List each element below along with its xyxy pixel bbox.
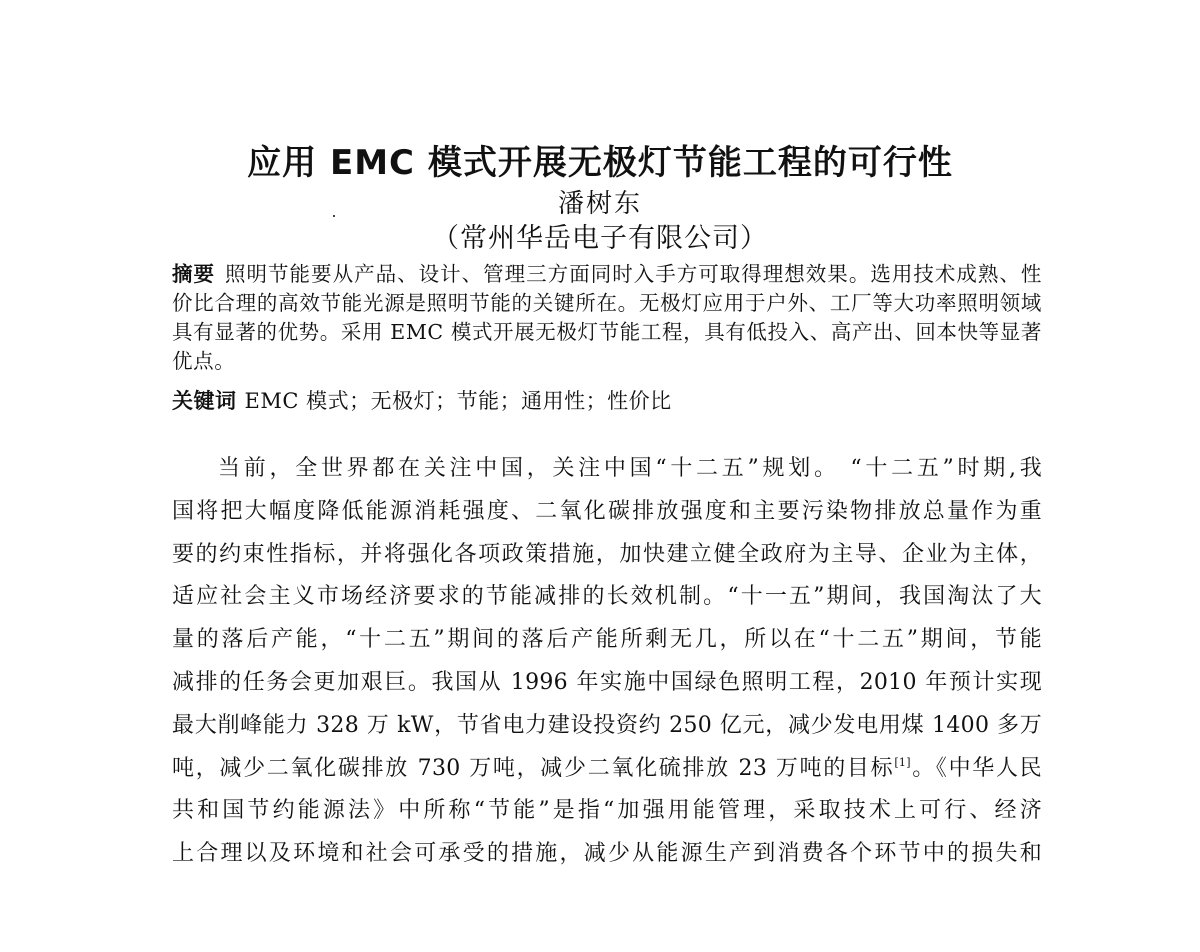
author-name: 潘树东 [557,189,642,219]
citation-reference[interactable]: [1] [894,755,911,769]
keywords-label: 关键词 [172,389,237,413]
body-line-tail: 。《中华人民 [910,755,1042,781]
body-line: 最大削峰能力 328 万 kW，节省电力建设投资约 250 亿元，减少发电用煤 1400 多万 [172,712,1042,738]
body-line-with-citation [172,748,1042,791]
body-paragraph [172,448,1042,876]
scan-speck [333,215,335,217]
body-line: 共和国节约能源法》中所称“节能”是指“加强用能管理，采取技术上可行、经济 [172,798,1042,824]
abstract-block [172,260,1042,376]
keywords-text: EMC 模式；无极灯；节能；通用性；性价比 [244,389,672,413]
author-affiliation: （常州华岳电子有限公司） [432,223,768,254]
paper-title: 应用 EMC 模式开展无极灯节能工程的可行性 [247,143,953,183]
body-line: 量的落后产能，“十二五”期间的落后产能所剩无几，所以在“十二五”期间，节能 [172,627,1042,653]
body-line: 上合理以及环境和社会可承受的措施，减少从能源生产到消费各个环节中的损失和 [172,841,1042,867]
keywords-block [172,386,1042,416]
body-line: 国将把大幅度降低能源消耗强度、二氧化碳排放强度和主要污染物排放总量作为重 [172,498,1042,524]
body-line: 减排的任务会更加艰巨。我国从 1996 年实施中国绿色照明工程，2010 年预计实现 [172,669,1042,695]
body-line: 要的约束性指标，并将强化各项政策措施，加快建立健全政府为主导、企业为主体， [172,541,1042,567]
abstract-text: 照明节能要从产品、设计、管理三方面同时入手方可取得理想效果。选用技术成熟、性价比合理的高效节能光源是照明节能的关键所在。无极灯应用于户外、工厂等大功率照明领域具有显著的优势。采用 EMC 模式开展无极灯节能工程，具有低投入、高产出、回本快等显著优点。 [172,262,1042,373]
body-line: 适应社会主义市场经济要求的节能减排的长效机制。“十一五”期间，我国淘汰了大 [172,584,1042,610]
body-line: 当前，全世界都在关注中国，关注中国“十二五”规划。 “十二五”时期,我 [218,456,1042,481]
body-line-text: 吨，减少二氧化碳排放 730 万吨，减少二氧化硫排放 23 万吨的目标 [172,755,895,781]
abstract-label: 摘要 [172,262,216,286]
